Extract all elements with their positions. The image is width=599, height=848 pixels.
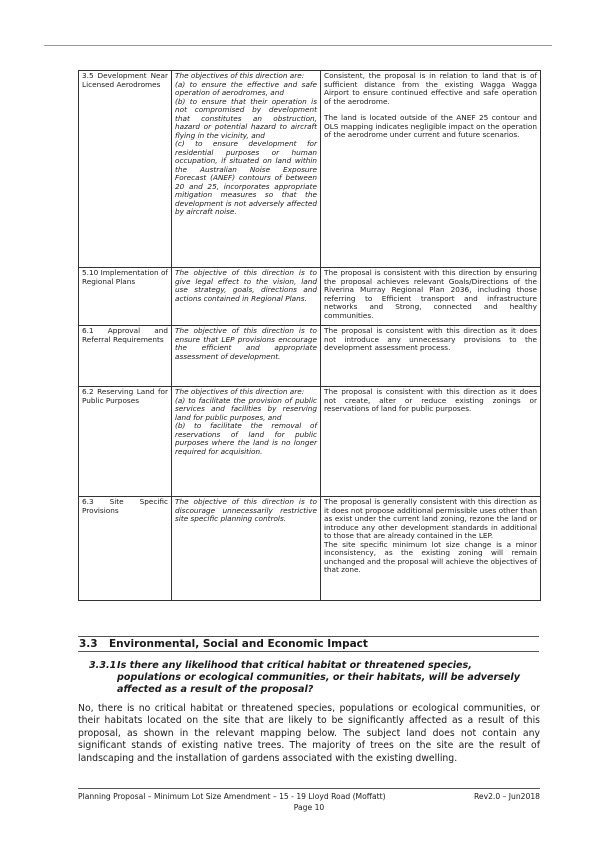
- body-paragraph: No, there is no critical habitat or threatened species, populations or ecological communities, or their habitats located on the site that are likely to be significantly affected as a result of this proposal, as shown in the relevant mapping below. The subject land does not contain any significant stands of existing native trees. The majority of trees on the site are the result of landscaping and the installation of gardens associated with the existing dwelling.: [78, 703, 540, 764]
- header-rule: [44, 45, 552, 46]
- direction-cell: [79, 326, 172, 387]
- consistency-text: The site specific minimum lot size change is a minor inconsistency, as the existing zoning will remain unchanged and the proposal will achieve the objectives of that zone.: [324, 539, 537, 574]
- section-title: Environmental, Social and Economic Impact: [109, 638, 368, 650]
- direction-cell: [79, 268, 172, 326]
- objective-text: (b) to facilitate the removal of reservations of land for public purposes where the land is no longer required for acquisition.: [175, 421, 317, 456]
- subsection-number: 3.3.1: [89, 660, 117, 671]
- objective-text: (c) to ensure development for residential purposes or human occupation, if situated on land within the Australian Noise Exposure Forecast (ANEF) contours of between 20 and 25, incorporates appropriate mitigation measures so that the development is not adversely affected by aircraft noise.: [175, 139, 317, 216]
- direction-name: 6.2 Reserving Land for Public Purposes: [82, 387, 168, 405]
- section-heading: [78, 636, 539, 652]
- footer-rule: [78, 788, 540, 789]
- consistency-text: The land is located outside of the ANEF 25 contour and OLS mapping indicates negligible impact on the operation of the aerodrome under current and future scenarios.: [324, 113, 537, 139]
- direction-cell: [79, 387, 172, 497]
- consistency-text: Consistent, the proposal is in relation to land that is of sufficient distance from the existing Wagga Wagga Airport to ensure continued effective and safe operation of the aerodrome.: [324, 71, 537, 106]
- objective-text: The objectives of this direction are:: [175, 387, 305, 396]
- table-row: [79, 387, 541, 497]
- table-row: [79, 326, 541, 387]
- subsection-title: Is there any likelihood that critical habitat or threatened species, populations or ecological communities, or their habitats, will be adversely affected as a result of the proposal?: [117, 660, 520, 695]
- objective-text: The objective of this direction is to give legal effect to the vision, land use strategy, goals, directions and actions contained in Regional Plans.: [175, 268, 317, 303]
- section-number: 3.3: [79, 638, 98, 650]
- objective-cell: [172, 268, 321, 326]
- direction-name: 6.1 Approval and Referral Requirements: [82, 326, 168, 344]
- footer-revision: Rev2.0 – Jun2018: [474, 792, 540, 801]
- page-number: Page 10: [293, 803, 325, 812]
- consistency-cell: [321, 497, 541, 601]
- consistency-text: The proposal is consistent with this direction as it does not introduce any unnecessary provisions to the development assessment process.: [324, 326, 537, 352]
- consistency-text: The proposal is generally consistent with this direction as it does not propose additional permissible uses other than as exist under the current land zoning, rezone the land or introduce any other development standards in additional to those that are already contained in the LEP.: [324, 497, 537, 540]
- objective-cell: [172, 497, 321, 601]
- table-row: [79, 268, 541, 326]
- footer-document-title: Planning Proposal – Minimum Lot Size Amendment – 15 - 19 Lloyd Road (Moffatt): [78, 792, 386, 801]
- direction-name: 6.3 Site Specific Provisions: [82, 497, 168, 515]
- direction-cell: [79, 497, 172, 601]
- direction-name: 5.10 Implementation of Regional Plans: [82, 268, 168, 286]
- objective-text: (b) to ensure that their operation is not compromised by development that constitutes an obstruction, hazard or potential hazard to aircraft flying in the vicinity, and: [175, 96, 317, 140]
- table-row: [79, 497, 541, 601]
- direction-name: 3.5 Development Near Licensed Aerodromes: [82, 71, 168, 89]
- objective-text: The objective of this direction is to ensure that LEP provisions encourage the efficient and appropriate assessment of development.: [175, 326, 317, 361]
- table-row: [79, 71, 541, 268]
- objective-text: The objective of this direction is to discourage unnecessarily restrictive site specific planning controls.: [175, 497, 317, 523]
- objective-cell: [172, 387, 321, 497]
- consistency-cell: [321, 326, 541, 387]
- consistency-cell: [321, 71, 541, 268]
- consistency-text: The proposal is consistent with this direction by ensuring the proposal achieves relevant Goals/Directions of the Riverina Murray Regional Plan 2036, including those referring to Efficient transport and infrastructure networks and Strong, connected and healthy communities.: [324, 268, 537, 320]
- consistency-cell: [321, 268, 541, 326]
- objective-cell: [172, 71, 321, 268]
- direction-cell: [79, 71, 172, 268]
- objective-text: (a) to ensure the effective and safe operation of aerodromes, and: [175, 79, 317, 97]
- objective-text: The objectives of this direction are:: [175, 71, 305, 80]
- objective-text: (a) to facilitate the provision of public services and facilities by reserving land for public purposes, and: [175, 395, 317, 422]
- consistency-cell: [321, 387, 541, 497]
- consistency-text: The proposal is consistent with this direction as it does not create, alter or reduce existing zonings or reservations of land for public purposes.: [324, 387, 537, 413]
- consistency-table: [78, 70, 541, 601]
- objective-cell: [172, 326, 321, 387]
